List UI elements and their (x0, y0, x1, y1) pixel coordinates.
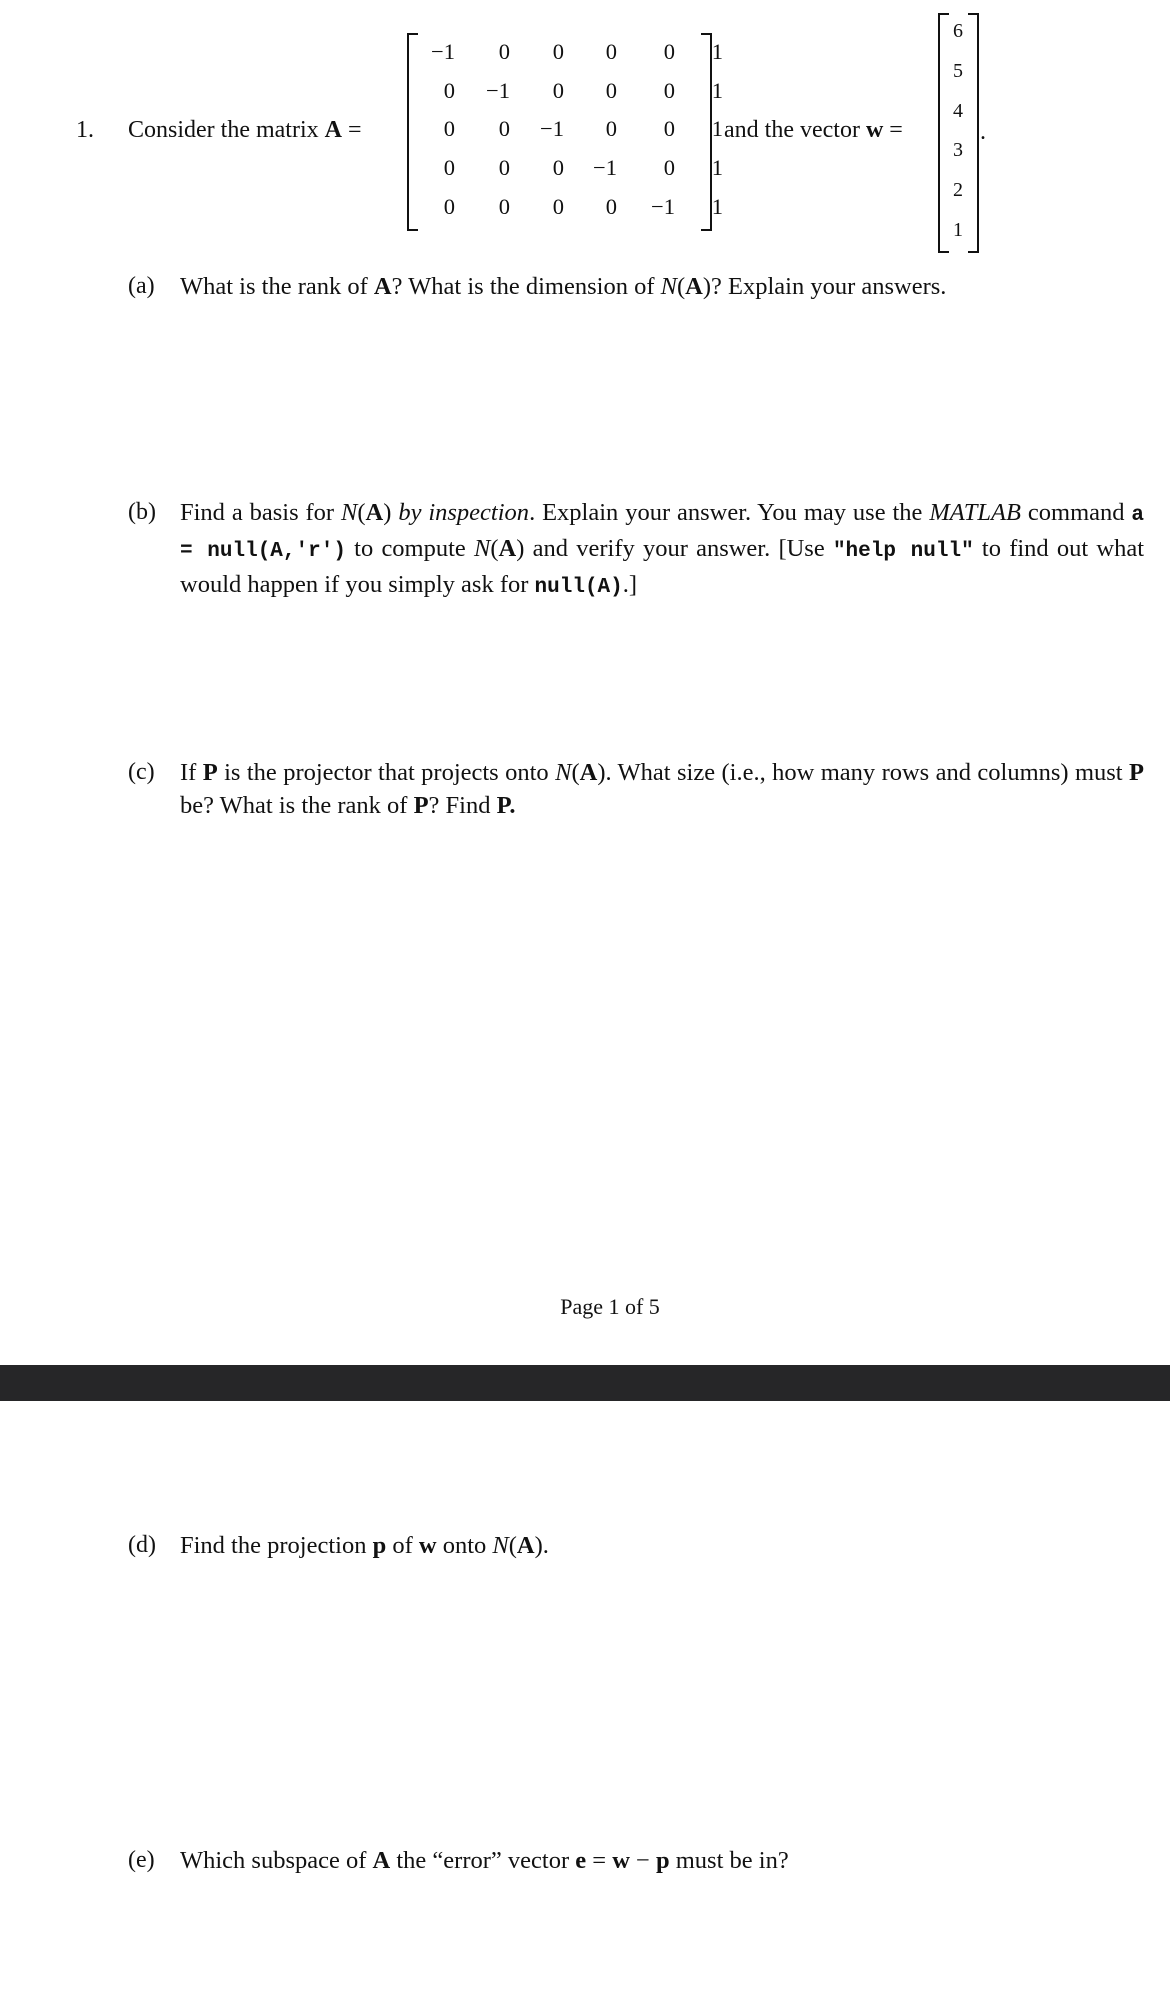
part-e-text: Which subspace of A the “error” vector e = w − p must be in? (180, 1847, 789, 1874)
null-command: null(A) (534, 576, 623, 599)
matrix-entry: 0 (605, 39, 617, 65)
matrix-entry: −1 (431, 39, 455, 65)
part-a-text: What is the rank of A? What is the dimension of N(A)? Explain your answers. (180, 273, 947, 300)
matrix-entry: 0 (498, 116, 510, 142)
vector-right-bracket (968, 13, 979, 253)
matrix-entry: 0 (443, 155, 455, 181)
matrix-entry: 1 (711, 193, 723, 219)
matrix-entry: 0 (552, 193, 564, 219)
vector-symbol: w (865, 117, 884, 143)
matrix-row (410, 187, 723, 226)
matrix-entry: 0 (605, 116, 617, 142)
part-c-label: (c) (128, 759, 155, 785)
matrix-entry: 0 (663, 116, 675, 142)
matrix-entry: 0 (443, 116, 455, 142)
problem-lead (128, 114, 362, 147)
connector-text: and the vector (724, 117, 860, 143)
matrix-entry: 0 (498, 193, 510, 219)
matrix-entry: 0 (498, 155, 510, 181)
vector-entry: 2 (953, 179, 963, 202)
vector-entry: 4 (953, 99, 963, 122)
vector-entry: 3 (953, 139, 963, 162)
matrix-entry: 0 (552, 39, 564, 65)
vector-entry: 5 (953, 60, 963, 83)
help-command: "help null" (832, 540, 974, 563)
part-e-label: (e) (128, 1847, 155, 1873)
matrix-entry: −1 (486, 77, 510, 103)
matrix-entry: 0 (663, 77, 675, 103)
statement-period: . (980, 119, 986, 145)
matrix-entry: −1 (593, 155, 617, 181)
matrix-row (410, 72, 723, 111)
part-b-label: (b) (128, 499, 156, 525)
equals-sign-2: = (889, 117, 903, 143)
matrix-row (410, 149, 723, 188)
matrix-entry: −1 (651, 193, 675, 219)
matrix-row (410, 110, 723, 149)
matrix-entry: 1 (711, 155, 723, 181)
part-c-text: If P is the projector that projects onto N(A). What size (i.e., how many rows and columns) must P be? What is the rank of P? Find P. (180, 759, 1144, 819)
page-2 (0, 1401, 1170, 1992)
part-b-text: Find a basis for N(A) by inspection. Explain your answer. You may use the MATLAB command a = null(A,'r') to compute N(A) and verify your answer. [Use "help null" to find out what would happen if you simply ask for null(A).] (180, 499, 1145, 599)
matrix-a (410, 33, 723, 226)
page-divider (0, 1365, 1170, 1401)
matrix-entry: 1 (711, 116, 723, 142)
lead-text: Consider the matrix (128, 117, 319, 143)
page-footer: Page 1 of 5 (560, 1294, 660, 1319)
matrix-entry: 0 (663, 155, 675, 181)
matrix-entry: 0 (443, 77, 455, 103)
vector-connector (724, 114, 903, 147)
matrix-entry: 1 (711, 39, 723, 65)
part-d-label: (d) (128, 1532, 156, 1558)
matrix-entry: 0 (443, 193, 455, 219)
part-a-label: (a) (128, 273, 155, 299)
vector-entry: 1 (953, 218, 963, 241)
matrix-right-bracket (701, 33, 712, 231)
vector-entry: 6 (953, 20, 963, 43)
matrix-row (410, 33, 723, 72)
part-d-text: Find the projection p of w onto N(A). (180, 1532, 549, 1559)
matrix-entry: 1 (711, 77, 723, 103)
matrix-entry: 0 (605, 193, 617, 219)
matrix-entry: 0 (663, 39, 675, 65)
matrix-entry: 0 (498, 39, 510, 65)
matlab-command: a = null(A,'r') (180, 504, 1145, 563)
equals-sign: = (347, 117, 362, 143)
matrix-entry: 0 (552, 77, 564, 103)
matrix-entry: −1 (540, 116, 564, 142)
problem-number: 1. (76, 117, 94, 143)
matrix-entry: 0 (552, 155, 564, 181)
matrix-entry: 0 (605, 77, 617, 103)
matrix-symbol: A (324, 117, 342, 143)
